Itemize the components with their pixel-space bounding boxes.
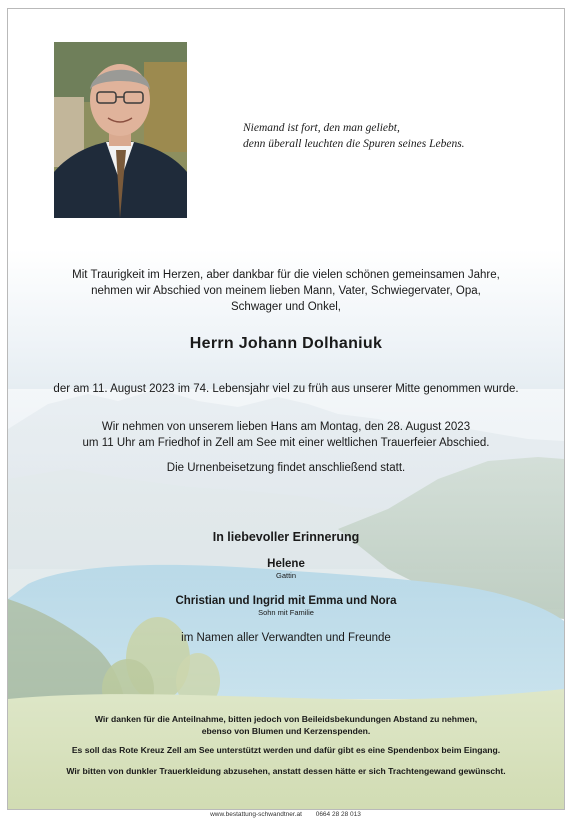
mourner-entry — [8, 594, 564, 617]
intro-line-3: Schwager und Onkel, — [231, 301, 341, 313]
portrait-photo — [54, 42, 187, 218]
footer-phone: 0664 28 28 013 — [315, 811, 361, 818]
memorial-quote — [243, 120, 543, 152]
mourner-role: Gattin — [275, 571, 296, 580]
farewell-line-1: Wir nehmen von unserem lieben Hans am Montag, den 28. August 2023 — [101, 421, 471, 433]
mourner-entry — [8, 557, 564, 580]
death-notice: der am 11. August 2023 im 74. Lebensjahr viel zu früh aus unserer Mitte genommen wurde. — [53, 383, 519, 395]
obituary-card — [7, 8, 565, 810]
closing-notes — [8, 713, 564, 737]
quote-line-1: Niemand ist fort, den man geliebt, — [243, 122, 400, 134]
deceased-name: Herrn Johann Dolhaniuk — [189, 335, 383, 352]
mourner-role: Sohn mit Familie — [258, 608, 314, 617]
intro-text — [8, 267, 564, 315]
farewell-line-2: um 11 Uhr am Friedhof in Zell am See mit einer weltlichen Trauerfeier Abschied. — [82, 437, 490, 449]
mourner-name: Christian und Ingrid mit Emma und Nora — [175, 595, 397, 607]
footer — [0, 811, 571, 818]
footer-website[interactable]: www.bestattung-schwandtner.at — [210, 811, 302, 818]
memory-heading: In liebevoller Erinnerung — [212, 530, 360, 544]
note-line-3: Es soll das Rote Kreuz Zell am See unterstützt werden und dafür gibt es eine Spendenbox beim Eingang. — [71, 745, 501, 755]
donation-note — [8, 744, 564, 756]
note-line-1: Wir danken für die Anteilnahme, bitten jedoch von Beileidsbekundungen Abstand zu nehmen, — [94, 714, 478, 724]
mourner-name: Helene — [267, 558, 305, 570]
quote-line-2: denn überall leuchten die Spuren seines Lebens. — [243, 138, 465, 150]
farewell-text — [8, 419, 564, 451]
urn-note: Die Urnenbeisetzung findet anschließend statt. — [166, 462, 406, 474]
note-line-2: ebenso von Blumen und Kerzenspenden. — [201, 726, 371, 736]
relatives-line: im Namen aller Verwandten und Freunde — [181, 632, 391, 644]
intro-line-2: nehmen wir Abschied von meinem lieben Mann, Vater, Schwiegervater, Opa, — [91, 285, 481, 297]
note-line-4: Wir bitten von dunkler Trauerkleidung abzusehen, anstatt dessen hätte er sich Trachtengewand gewünscht. — [66, 766, 506, 776]
intro-line-1: Mit Traurigkeit im Herzen, aber dankbar für die vielen schönen gemeinsamen Jahre, — [72, 269, 500, 281]
dress-note — [8, 765, 564, 777]
